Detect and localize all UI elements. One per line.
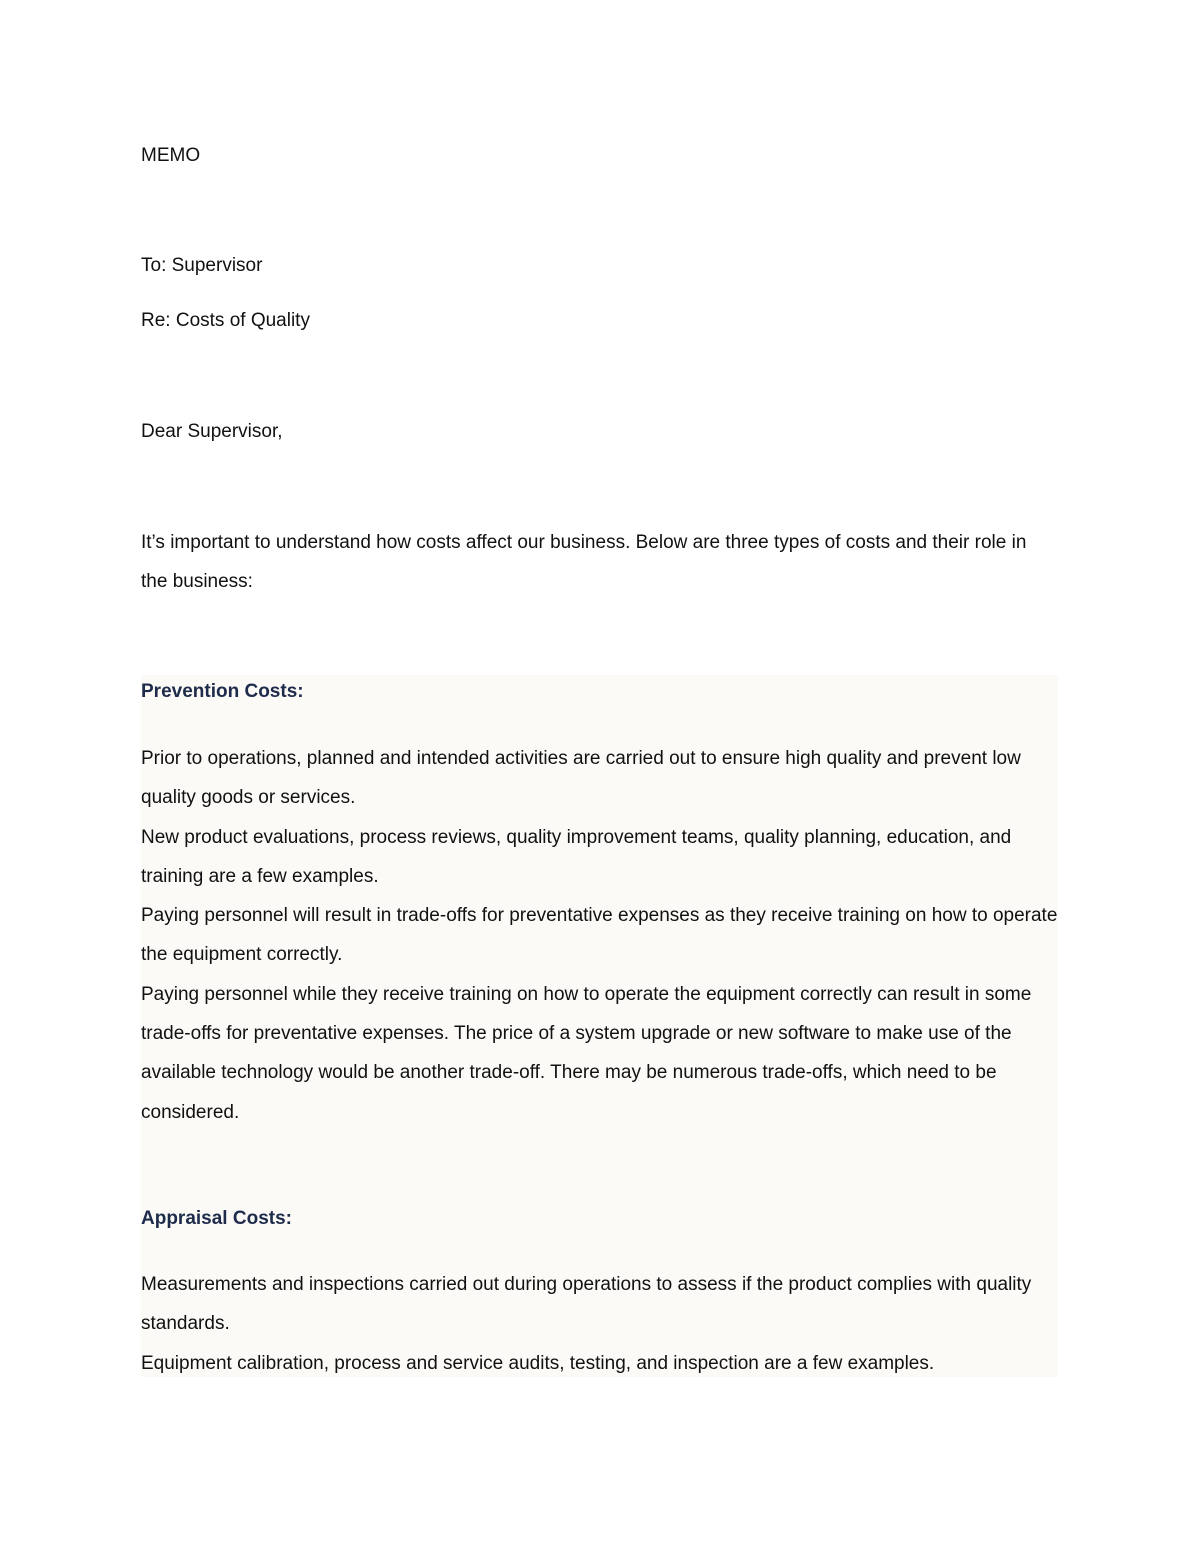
prevention-paragraph-2: New product evaluations, process reviews, quality improvement teams, quality planning, education, and training are a few examples. — [141, 826, 1012, 887]
memo-to-line: To: Supervisor — [141, 255, 263, 276]
prevention-paragraph-3: Paying personnel will result in trade-offs for preventative expenses as they receive training on how to operate the equipment correctly. — [141, 905, 1058, 966]
prevention-paragraph-1: Prior to operations, planned and intended activities are carried out to ensure high quality and prevent low quality goods or services. — [141, 748, 1021, 809]
appraisal-paragraph-1: Measurements and inspections carried out during operations to assess if the product complies with quality standards. — [141, 1274, 1032, 1335]
section-body-appraisal — [141, 1265, 1058, 1383]
memo-title: MEMO — [141, 145, 201, 166]
prevention-paragraph-4: Paying personnel while they receive training on how to operate the equipment correctly can result in some trade-offs for preventative expenses. The price of a system upgrade or new software to make use of the available technology would be another trade-off. There may be numerous trade-offs, which need to be considered. — [141, 983, 1032, 1123]
memo-intro: It’s important to understand how costs affect our business. Below are three types of costs and their role in the business: — [141, 532, 1027, 592]
cost-sections-panel — [141, 675, 1058, 1377]
appraisal-paragraph-2: Equipment calibration, process and service audits, testing, and inspection are a few examples. — [141, 1352, 935, 1374]
section-heading-prevention: Prevention Costs: — [141, 681, 304, 702]
memo-re-line: Re: Costs of Quality — [141, 310, 310, 331]
section-heading-appraisal: Appraisal Costs: — [141, 1208, 292, 1229]
memo-salutation: Dear Supervisor, — [141, 421, 283, 442]
section-body-prevention — [141, 739, 1058, 1132]
